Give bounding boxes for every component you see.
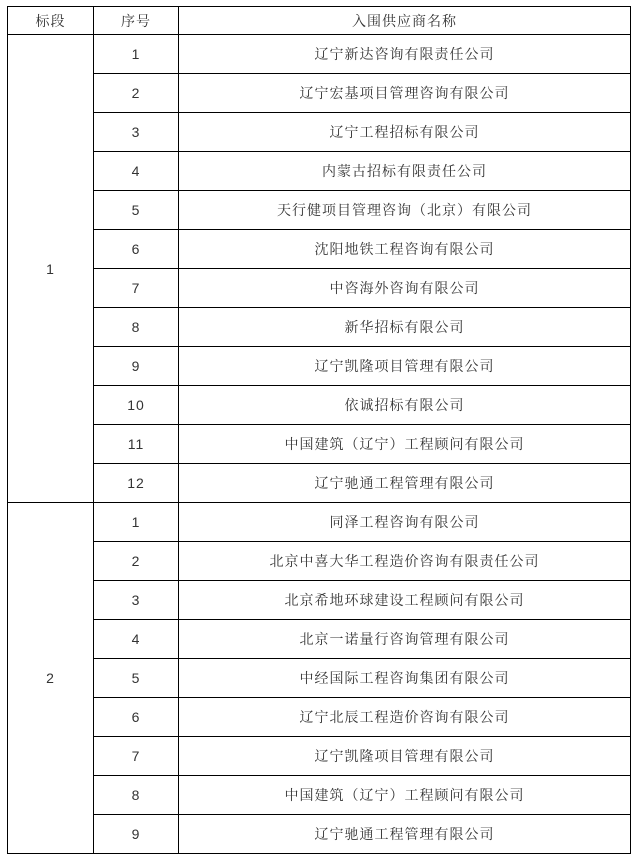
- supplier-name-cell: 同泽工程咨询有限公司: [179, 503, 631, 542]
- supplier-name-cell: 北京一诺量行咨询管理有限公司: [179, 620, 631, 659]
- supplier-name-cell: 辽宁驰通工程管理有限公司: [179, 815, 631, 854]
- column-header-serial: 序号: [94, 7, 179, 35]
- table-row: [8, 542, 631, 581]
- supplier-name-cell: 辽宁新达咨询有限责任公司: [179, 35, 631, 74]
- table-row: [8, 269, 631, 308]
- column-header-supplier-name: 入围供应商名称: [179, 7, 631, 35]
- supplier-name-cell: 辽宁北辰工程造价咨询有限公司: [179, 698, 631, 737]
- serial-cell: 9: [94, 815, 179, 854]
- supplier-name-cell: 沈阳地铁工程咨询有限公司: [179, 230, 631, 269]
- supplier-name-cell: 辽宁凯隆项目管理有限公司: [179, 347, 631, 386]
- serial-cell: 10: [94, 386, 179, 425]
- serial-cell: 9: [94, 347, 179, 386]
- table-row: [8, 425, 631, 464]
- supplier-name-cell: 中咨海外咨询有限公司: [179, 269, 631, 308]
- table-row: [8, 191, 631, 230]
- serial-cell: 1: [94, 503, 179, 542]
- table-row: [8, 386, 631, 425]
- serial-cell: 6: [94, 698, 179, 737]
- serial-cell: 2: [94, 74, 179, 113]
- supplier-name-cell: 辽宁宏基项目管理咨询有限公司: [179, 74, 631, 113]
- serial-cell: 8: [94, 308, 179, 347]
- table-row: [8, 230, 631, 269]
- section-cell: 1: [8, 35, 94, 503]
- serial-cell: 6: [94, 230, 179, 269]
- supplier-name-cell: 依诚招标有限公司: [179, 386, 631, 425]
- table-row: [8, 698, 631, 737]
- column-header-section: 标段: [8, 7, 94, 35]
- supplier-name-cell: 北京希地环球建设工程顾问有限公司: [179, 581, 631, 620]
- table-row: [8, 737, 631, 776]
- supplier-table: [7, 6, 631, 854]
- serial-cell: 3: [94, 113, 179, 152]
- table-row: [8, 113, 631, 152]
- table-row: [8, 620, 631, 659]
- supplier-name-cell: 辽宁驰通工程管理有限公司: [179, 464, 631, 503]
- supplier-name-cell: 北京中喜大华工程造价咨询有限责任公司: [179, 542, 631, 581]
- table-row: [8, 74, 631, 113]
- serial-cell: 4: [94, 620, 179, 659]
- table-row: [8, 347, 631, 386]
- serial-cell: 3: [94, 581, 179, 620]
- table-row: [8, 308, 631, 347]
- supplier-name-cell: 新华招标有限公司: [179, 308, 631, 347]
- supplier-name-cell: 辽宁凯隆项目管理有限公司: [179, 737, 631, 776]
- serial-cell: 5: [94, 659, 179, 698]
- table-row: [8, 776, 631, 815]
- table-header-row: [8, 7, 631, 35]
- supplier-name-cell: 辽宁工程招标有限公司: [179, 113, 631, 152]
- serial-cell: 12: [94, 464, 179, 503]
- table-row: [8, 815, 631, 854]
- supplier-name-cell: 内蒙古招标有限责任公司: [179, 152, 631, 191]
- supplier-name-cell: 天行健项目管理咨询（北京）有限公司: [179, 191, 631, 230]
- table-row: [8, 503, 631, 542]
- table-row: [8, 464, 631, 503]
- serial-cell: 2: [94, 542, 179, 581]
- supplier-name-cell: 中国建筑（辽宁）工程顾问有限公司: [179, 425, 631, 464]
- supplier-name-cell: 中国建筑（辽宁）工程顾问有限公司: [179, 776, 631, 815]
- serial-cell: 8: [94, 776, 179, 815]
- supplier-name-cell: 中经国际工程咨询集团有限公司: [179, 659, 631, 698]
- section-cell: 2: [8, 503, 94, 854]
- table-row: [8, 152, 631, 191]
- serial-cell: 11: [94, 425, 179, 464]
- serial-cell: 7: [94, 737, 179, 776]
- table-row: [8, 35, 631, 74]
- serial-cell: 1: [94, 35, 179, 74]
- table-row: [8, 581, 631, 620]
- serial-cell: 7: [94, 269, 179, 308]
- table-row: [8, 659, 631, 698]
- serial-cell: 4: [94, 152, 179, 191]
- serial-cell: 5: [94, 191, 179, 230]
